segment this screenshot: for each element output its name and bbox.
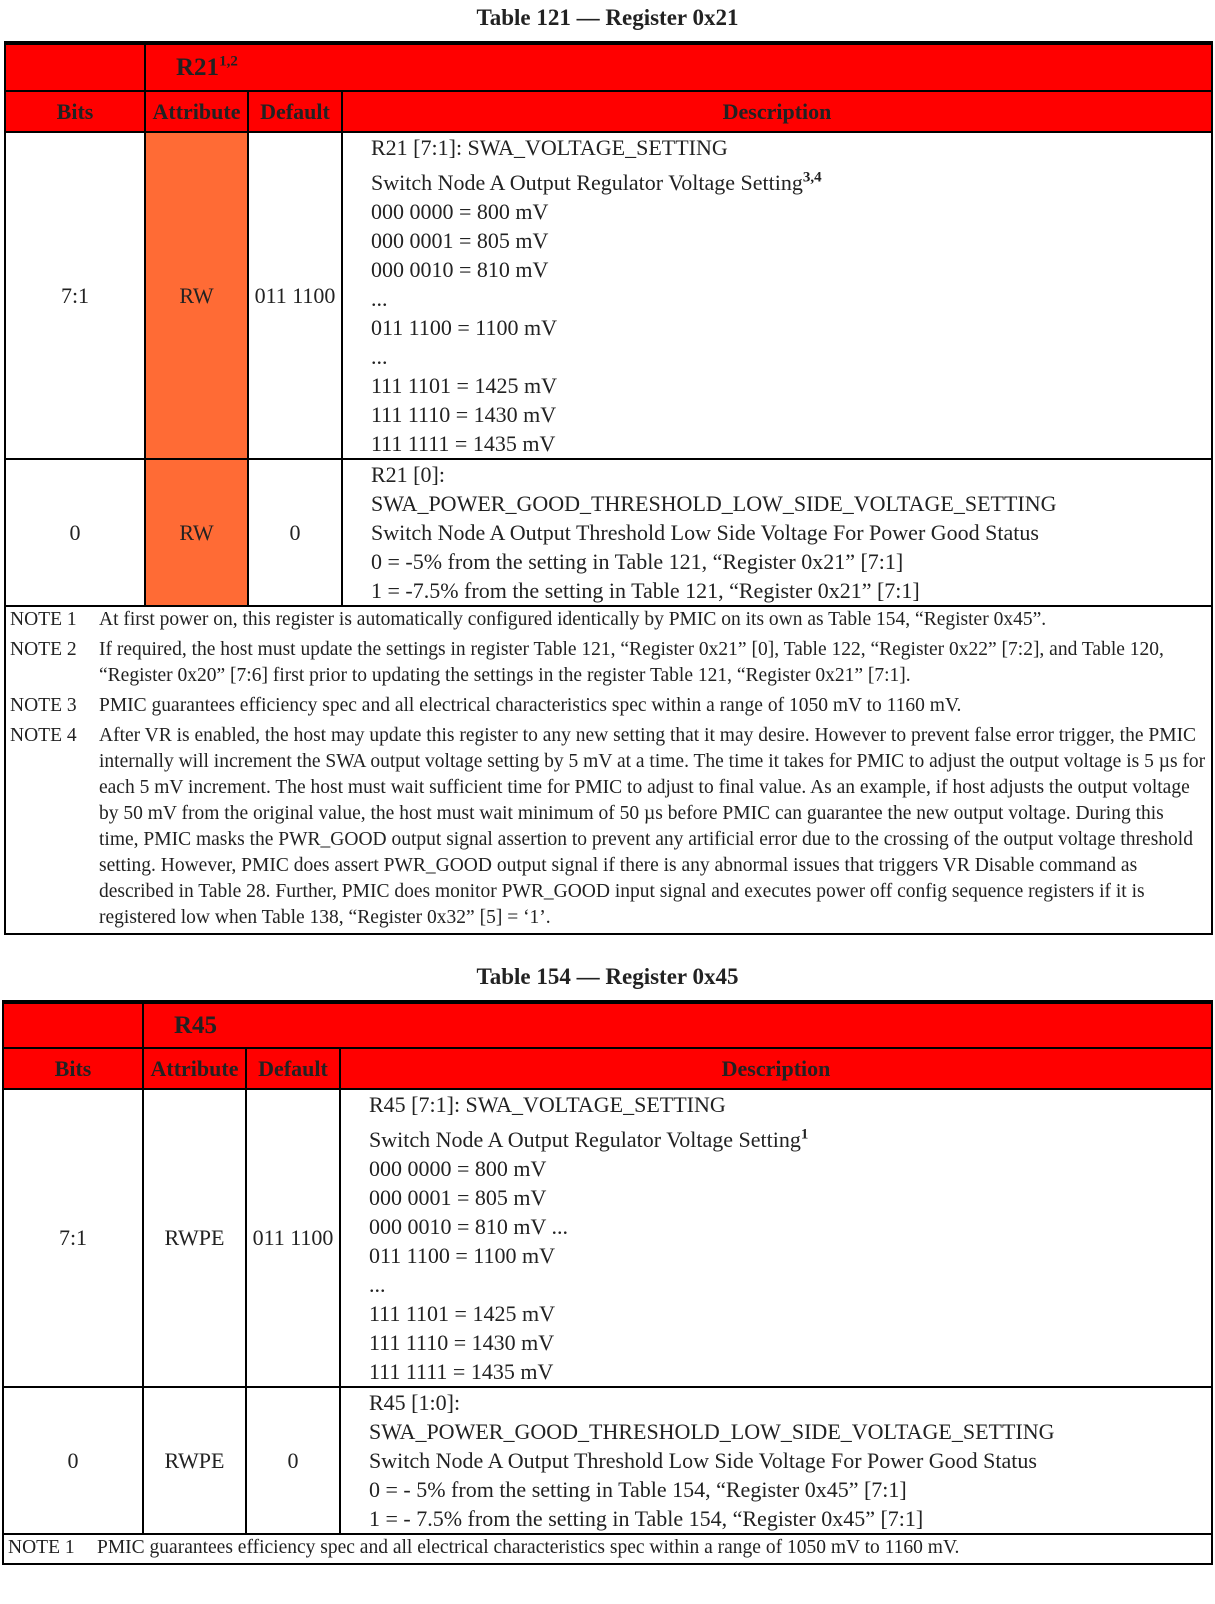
register-footnote-ref: 1,2 xyxy=(219,53,238,70)
value-line: 111 1110 = 1430 mV xyxy=(371,402,557,427)
cell-default: 011 1100 xyxy=(248,132,342,459)
register-0x45-table xyxy=(2,1000,1213,1565)
field-name: R21 [7:1]: SWA_VOLTAGE_SETTING xyxy=(371,135,728,160)
value-line: 1 = -7.5% from the setting in Table 121, “Register 0x21” [7:1] xyxy=(371,578,920,603)
value-line: 000 0010 = 810 mV ... xyxy=(369,1214,569,1239)
value-line: ... xyxy=(371,286,388,311)
field-name: R21 [0]: xyxy=(371,462,445,487)
register-name: R21$^{1,2}$ xyxy=(145,43,1212,91)
cell-attribute: RWPE xyxy=(143,1387,246,1534)
value-line: 0 = - 5% from the setting in Table 154, “Register 0x45” [7:1] xyxy=(369,1477,907,1502)
table-row xyxy=(5,459,1212,606)
header-description: Description xyxy=(340,1048,1212,1089)
note xyxy=(10,693,1207,719)
note-text: PMIC guarantees efficiency spec and all electrical characteristics spec within a range of 1050 mV to 1160 mV. xyxy=(97,1537,960,1558)
cell-attribute: RWPE xyxy=(143,1089,246,1387)
value-line: 000 0001 = 805 mV xyxy=(369,1185,547,1210)
cell-attribute: RW xyxy=(145,132,248,459)
note xyxy=(10,723,1207,931)
footnote-ref: 3,4 xyxy=(802,169,822,186)
cell-bits: 0 xyxy=(3,1387,143,1534)
value-line: 000 0010 = 810 mV xyxy=(371,257,549,282)
register-name-row xyxy=(5,43,1212,91)
note-text: PMIC guarantees efficiency spec and all electrical characteristics spec within a range of 1050 mV to 1160 mV. xyxy=(99,695,962,716)
value-line: ... xyxy=(369,1272,386,1297)
header-description: Description xyxy=(342,91,1212,132)
notes-row xyxy=(3,1534,1212,1564)
value-line: ... xyxy=(371,344,388,369)
note-label: NOTE 4 xyxy=(10,725,77,746)
footnote-ref: 1 xyxy=(800,1126,809,1143)
value-line: 1 = - 7.5% from the setting in Table 154, “Register 0x45” [7:1] xyxy=(369,1506,924,1531)
table-row xyxy=(3,1387,1212,1534)
register-0x21-table xyxy=(4,41,1213,935)
value-line: 111 1101 = 1425 mV xyxy=(371,373,557,398)
note-label: NOTE 1 xyxy=(8,1537,75,1558)
note-label: NOTE 3 xyxy=(10,695,77,716)
value-line: 111 1101 = 1425 mV xyxy=(369,1301,555,1326)
notes-cell xyxy=(3,1534,1212,1564)
note xyxy=(10,637,1207,689)
field-name-cont: SWA_POWER_GOOD_THRESHOLD_LOW_SIDE_VOLTAGE_SETTING xyxy=(371,491,1057,516)
note-text: After VR is enabled, the host may update this register to any new setting that it may desire. However to prevent false error trigger, the PMIC internally will increment the SWA output voltage setting by 5 mV at a time. The time it takes for PMIC to adjust the output voltage is 5 µs for each 5 mV increment. The host must wait sufficient time for PMIC to adjust to final value. As an example, if host adjusts the output voltage by 50 mV from the original value, the host must wait minimum of 50 µs before PMIC can guarantee the new output voltage. During this time, PMIC masks the PWR_GOOD output signal assertion to prevent any artificial error due to the crossing of the output voltage threshold setting. However, PMIC does assert PWR_GOOD output signal if there is any abnormal issues that triggers VR Disable command as described in Table 28. Further, PMIC does monitor PWR_GOOD input signal and executes power off config sequence registers if it is registered low when Table 138, “Register 0x32” [5] = ‘1’. xyxy=(99,725,1206,928)
header-attribute: Attribute xyxy=(145,91,248,132)
cell-description xyxy=(342,459,1212,606)
cell-default: 0 xyxy=(246,1387,340,1534)
value-line: 000 0001 = 805 mV xyxy=(371,228,549,253)
note-label: NOTE 2 xyxy=(10,639,77,660)
note-text: If required, the host must update the settings in register Table 121, “Register 0x21” [0], Table 122, “Register 0x22” [7:2], and Table 120, “Register 0x20” [7:6] first prior to updating the settings in the register Table 121, “Register 0x21” [7:1]. xyxy=(99,639,1164,686)
cell-description xyxy=(340,1089,1212,1387)
value-line: 011 1100 = 1100 mV xyxy=(371,315,557,340)
field-title: Switch Node A Output Threshold Low Side Voltage For Power Good Status xyxy=(369,1448,1037,1473)
field-title: Switch Node A Output Threshold Low Side Voltage For Power Good Status xyxy=(371,520,1039,545)
note xyxy=(8,1535,1207,1561)
note-text: At first power on, this register is automatically configured identically by PMIC on its own as Table 154, “Register 0x45”. xyxy=(99,609,1047,630)
notes-cell xyxy=(5,606,1212,934)
field-name-cont: SWA_POWER_GOOD_THRESHOLD_LOW_SIDE_VOLTAGE_SETTING xyxy=(369,1419,1055,1444)
value-line: 000 0000 = 800 mV xyxy=(369,1156,547,1181)
value-line: 111 1111 = 1435 mV xyxy=(371,431,556,456)
table-121-caption: Table 121 — Register 0x21 xyxy=(476,5,739,30)
header-bits: Bits xyxy=(5,91,145,132)
register-name-row xyxy=(3,1002,1212,1048)
register-name-spacer xyxy=(5,43,145,91)
register-name-spacer xyxy=(3,1002,143,1048)
header-bits: Bits xyxy=(3,1048,143,1089)
value-line: 0 = -5% from the setting in Table 121, “Register 0x21” [7:1] xyxy=(371,549,904,574)
cell-description xyxy=(342,132,1212,459)
field-name: R45 [1:0]: xyxy=(369,1390,461,1415)
cell-bits: 7:1 xyxy=(3,1089,143,1387)
register-name: R45 xyxy=(143,1002,1212,1048)
notes-row xyxy=(5,606,1212,934)
table-154-caption: Table 154 — Register 0x45 xyxy=(476,964,739,989)
note-label: NOTE 1 xyxy=(10,609,77,630)
header-default: Default xyxy=(246,1048,340,1089)
value-line: 000 0000 = 800 mV xyxy=(371,199,549,224)
header-attribute: Attribute xyxy=(143,1048,246,1089)
cell-bits: 0 xyxy=(5,459,145,606)
value-line: 111 1110 = 1430 mV xyxy=(369,1330,555,1355)
cell-default: 011 1100 xyxy=(246,1089,340,1387)
cell-description xyxy=(340,1387,1212,1534)
field-name: R45 [7:1]: SWA_VOLTAGE_SETTING xyxy=(369,1092,726,1117)
cell-attribute: RW xyxy=(145,459,248,606)
table-row xyxy=(5,132,1212,459)
cell-bits: 7:1 xyxy=(5,132,145,459)
note xyxy=(10,607,1207,633)
cell-default: 0 xyxy=(248,459,342,606)
header-default: Default xyxy=(248,91,342,132)
field-title: Switch Node A Output Regulator Voltage Setting$^1$ xyxy=(369,1126,809,1152)
header-row xyxy=(3,1048,1212,1089)
field-title: Switch Node A Output Regulator Voltage Setting$^{3,4}$ xyxy=(371,169,822,195)
header-row xyxy=(5,91,1212,132)
value-line: 011 1100 = 1100 mV xyxy=(369,1243,555,1268)
value-line: 111 1111 = 1435 mV xyxy=(369,1359,554,1384)
table-row xyxy=(3,1089,1212,1387)
